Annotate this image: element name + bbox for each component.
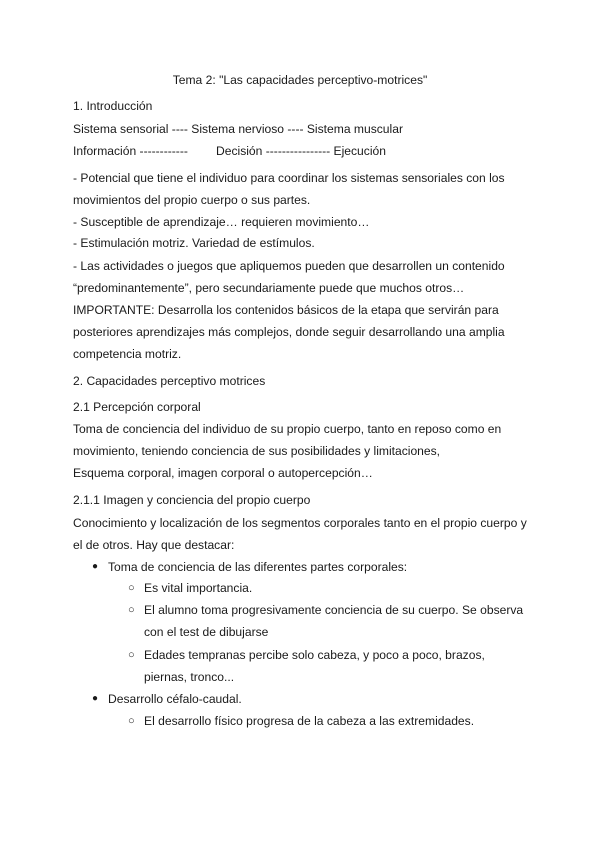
circle-bullet-icon: ○ xyxy=(128,715,135,727)
section-2-heading: 2. Capacidades perceptivo motrices xyxy=(73,374,266,388)
section-2-1-1-heading: 2.1.1 Imagen y conciencia del propio cuerpo xyxy=(73,493,311,507)
list-item-text: Toma de conciencia de las diferentes partes corporales: xyxy=(108,560,408,574)
body-line: Toma de conciencia del individuo de su propio cuerpo, tanto en reposo como en xyxy=(73,422,502,436)
bullet-icon: ● xyxy=(92,561,99,572)
flow-line-systems: Sistema sensorial ---- Sistema nervioso ---- Sistema muscular xyxy=(73,122,403,136)
list-item-text: Desarrollo céfalo-caudal. xyxy=(108,692,242,706)
bullet-icon: ● xyxy=(92,693,99,704)
intro-line: “predominantemente”, pero secundariamente puede que muchos otros… xyxy=(73,281,465,295)
sub-list-item-text: Edades tempranas percibe solo cabeza, y poco a poco, brazos, xyxy=(144,648,485,662)
body-line: Conocimiento y localización de los segmentos corporales tanto en el propio cuerpo y xyxy=(73,516,527,530)
section-2-1-heading: 2.1 Percepción corporal xyxy=(73,400,201,414)
intro-line: - Potencial que tiene el individuo para coordinar los sistemas sensoriales con los xyxy=(73,171,505,185)
document-title xyxy=(0,72,600,88)
intro-line: competencia motriz. xyxy=(73,347,182,361)
intro-line: - Las actividades o juegos que apliquemos pueden que desarrollen un contenido xyxy=(73,259,505,273)
intro-line: IMPORTANTE: Desarrolla los contenidos básicos de la etapa que servirán para xyxy=(73,303,499,317)
intro-line: - Estimulación motriz. Variedad de estímulos. xyxy=(73,236,315,250)
intro-line: - Susceptible de aprendizaje… requieren movimiento… xyxy=(73,215,370,229)
flow-information: Información ------------ xyxy=(73,144,188,158)
intro-line: movimientos del propio cuerpo o sus partes. xyxy=(73,193,311,207)
flow-decision-execution: Decisión ---------------- Ejecución xyxy=(216,144,386,158)
sub-list-item-text: El alumno toma progresivamente conciencia de su cuerpo. Se observa xyxy=(144,603,524,617)
sub-list-item-text: El desarrollo físico progresa de la cabeza a las extremidades. xyxy=(144,714,475,728)
sub-list-item-continuation: piernas, tronco... xyxy=(144,670,235,684)
intro-line: posteriores aprendizajes más complejos, donde seguir desarrollando una amplia xyxy=(73,325,505,339)
circle-bullet-icon: ○ xyxy=(128,604,135,616)
sub-list-item-continuation: con el test de dibujarse xyxy=(144,625,269,639)
circle-bullet-icon: ○ xyxy=(128,582,135,594)
section-1-heading: 1. Introducción xyxy=(73,99,153,113)
body-line: movimiento, teniendo conciencia de sus posibilidades y limitaciones, xyxy=(73,444,441,458)
body-line: el de otros. Hay que destacar: xyxy=(73,538,235,552)
sub-list-item-text: Es vital importancia. xyxy=(144,581,253,595)
circle-bullet-icon: ○ xyxy=(128,649,135,661)
body-line: Esquema corporal, imagen corporal o autopercepción… xyxy=(73,466,373,480)
document-title-text: Tema 2: "Las capacidades perceptivo-motrices" xyxy=(172,73,428,87)
